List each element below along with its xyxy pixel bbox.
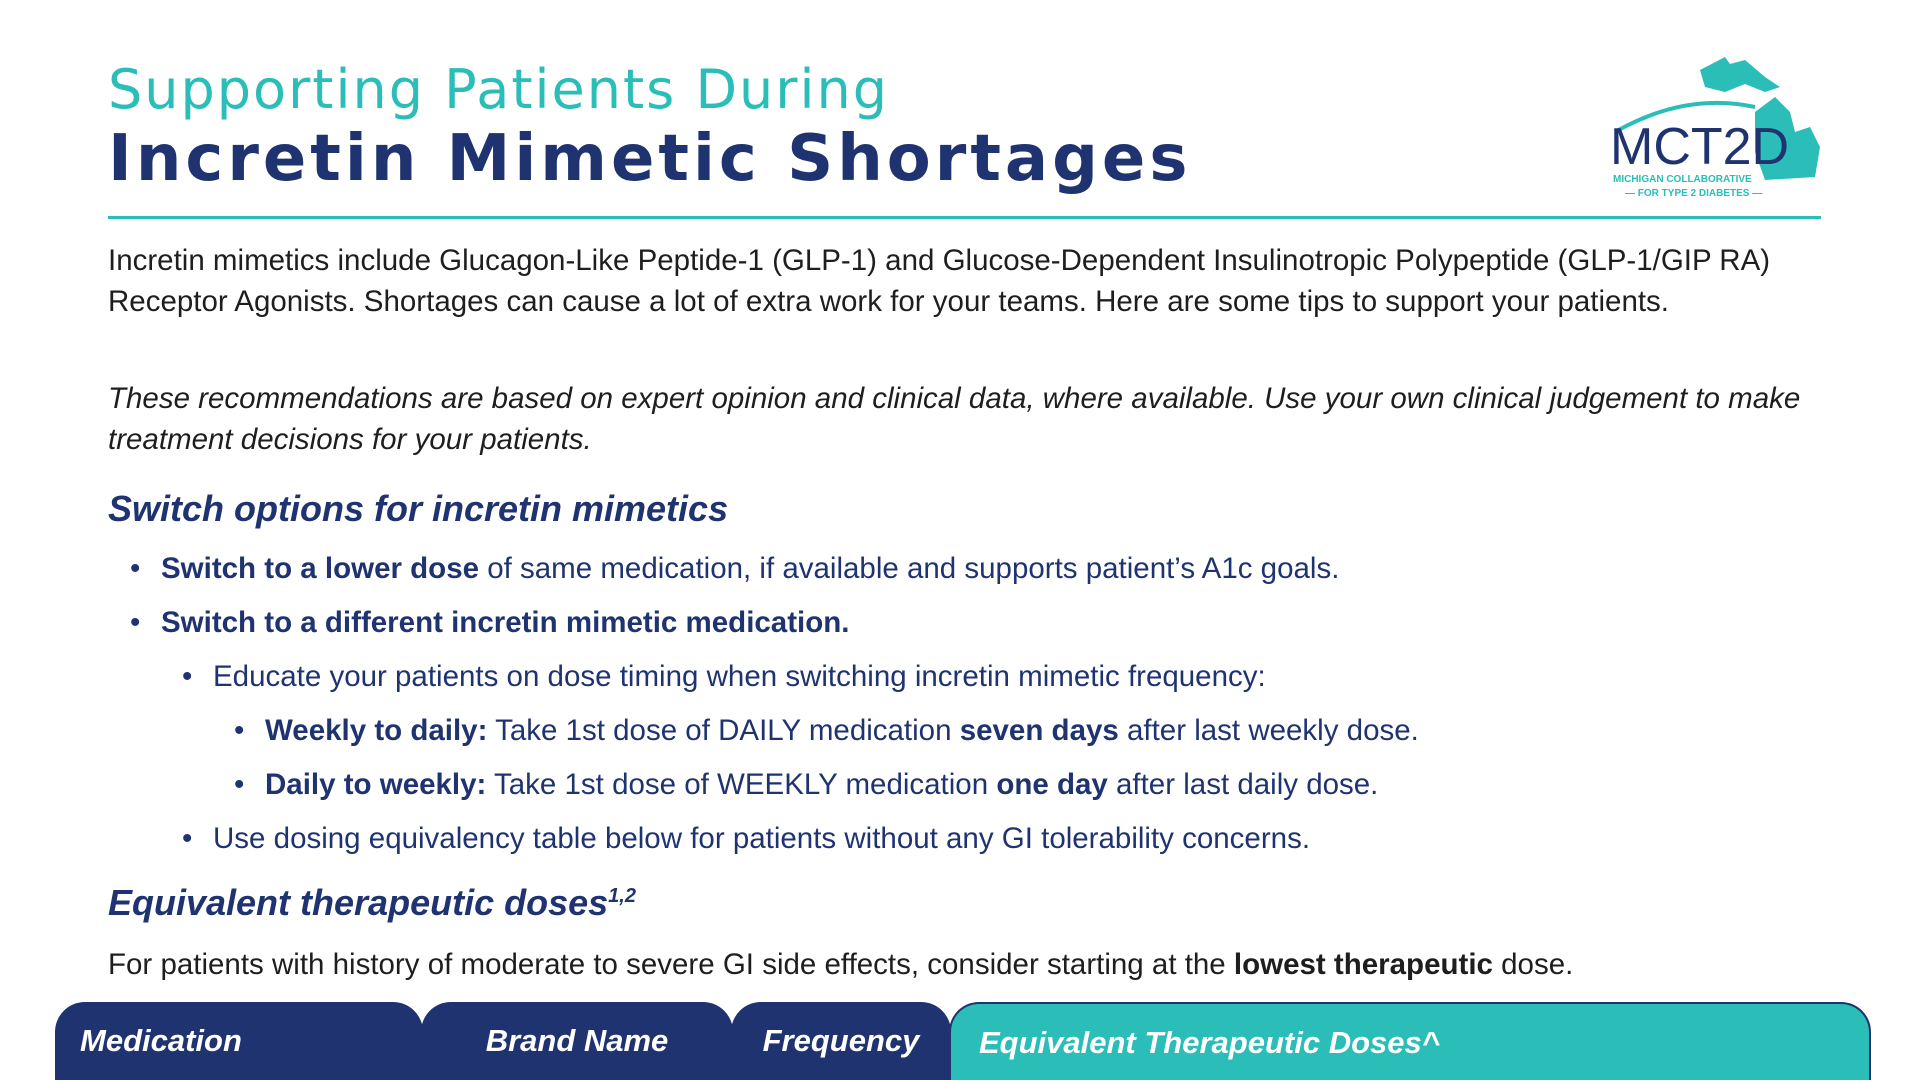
svg-text:MCT2D: MCT2D	[1610, 118, 1790, 176]
item-bold: Weekly to daily:	[265, 714, 488, 747]
item-text: of same medication, if available and supports patient’s A1c goals.	[479, 552, 1340, 585]
item-bold: one day	[996, 768, 1108, 801]
michigan-map-icon	[1605, 52, 1825, 202]
footnote-ref: 1,2	[608, 885, 636, 907]
item-text: after last daily dose.	[1107, 768, 1379, 801]
col-header-equivalent-doses: Equivalent Therapeutic Doses^	[949, 1002, 1871, 1080]
title-line1: Supporting Patients During	[108, 58, 889, 121]
switch-options-list	[108, 548, 1419, 872]
item-text: Take 1st dose of WEEKLY medication	[486, 768, 997, 801]
list-item	[108, 548, 1419, 602]
list-item	[108, 602, 1419, 656]
list-item	[108, 656, 1419, 710]
intro-paragraph: Incretin mimetics include Glucagon-Like Peptide-1 (GLP-1) and Glucose-Dependent Insulinotropic Polypeptide (GLP-1/GIP RA) Receptor Agonists. Shortages can cause a lot of extra work for your teams. Here are some tips to support your patients.	[108, 244, 1771, 318]
mct2d-logo	[1605, 52, 1825, 202]
svg-text:— FOR TYPE 2 DIABETES —: — FOR TYPE 2 DIABETES —	[1625, 188, 1763, 199]
col-header-medication: Medication	[55, 1002, 423, 1080]
note-text: dose.	[1492, 948, 1574, 981]
header-divider	[108, 216, 1821, 219]
equivalent-doses-heading	[108, 882, 636, 924]
item-bold: Daily to weekly:	[265, 768, 487, 801]
svg-text:MICHIGAN COLLABORATIVE: MICHIGAN COLLABORATIVE	[1613, 174, 1752, 185]
item-bold: Switch to a lower dose	[161, 552, 480, 585]
disclaimer-paragraph: These recommendations are based on expert opinion and clinical data, where available. Use your own clinical judgement to make treatment decisions for your patients.	[108, 382, 1801, 456]
note-bold: lowest therapeutic	[1233, 948, 1493, 981]
item-bold: Switch to a different incretin mimetic medication.	[161, 606, 850, 639]
heading-text: Equivalent therapeutic doses	[108, 882, 609, 923]
page-title: Incretin Mimetic Shortages	[108, 122, 1192, 196]
switch-options-heading: Switch options for incretin mimetics	[108, 488, 729, 529]
col-header-brand-name: Brand Name	[421, 1002, 733, 1080]
item-text: Use dosing equivalency table below for patients without any GI tolerability concerns.	[213, 822, 1311, 855]
gi-note	[108, 944, 1828, 985]
list-item	[108, 818, 1419, 872]
col-header-frequency: Frequency	[731, 1002, 951, 1080]
item-text: Take 1st dose of DAILY medication	[487, 714, 960, 747]
list-item	[108, 764, 1419, 818]
note-text: For patients with history of moderate to severe GI side effects, consider starting at the	[108, 948, 1234, 981]
list-item	[108, 710, 1419, 764]
item-bold: seven days	[959, 714, 1119, 747]
item-text: after last weekly dose.	[1118, 714, 1419, 747]
item-text: Educate your patients on dose timing when switching incretin mimetic frequency:	[213, 660, 1266, 693]
doses-table-header	[0, 1002, 1919, 1080]
